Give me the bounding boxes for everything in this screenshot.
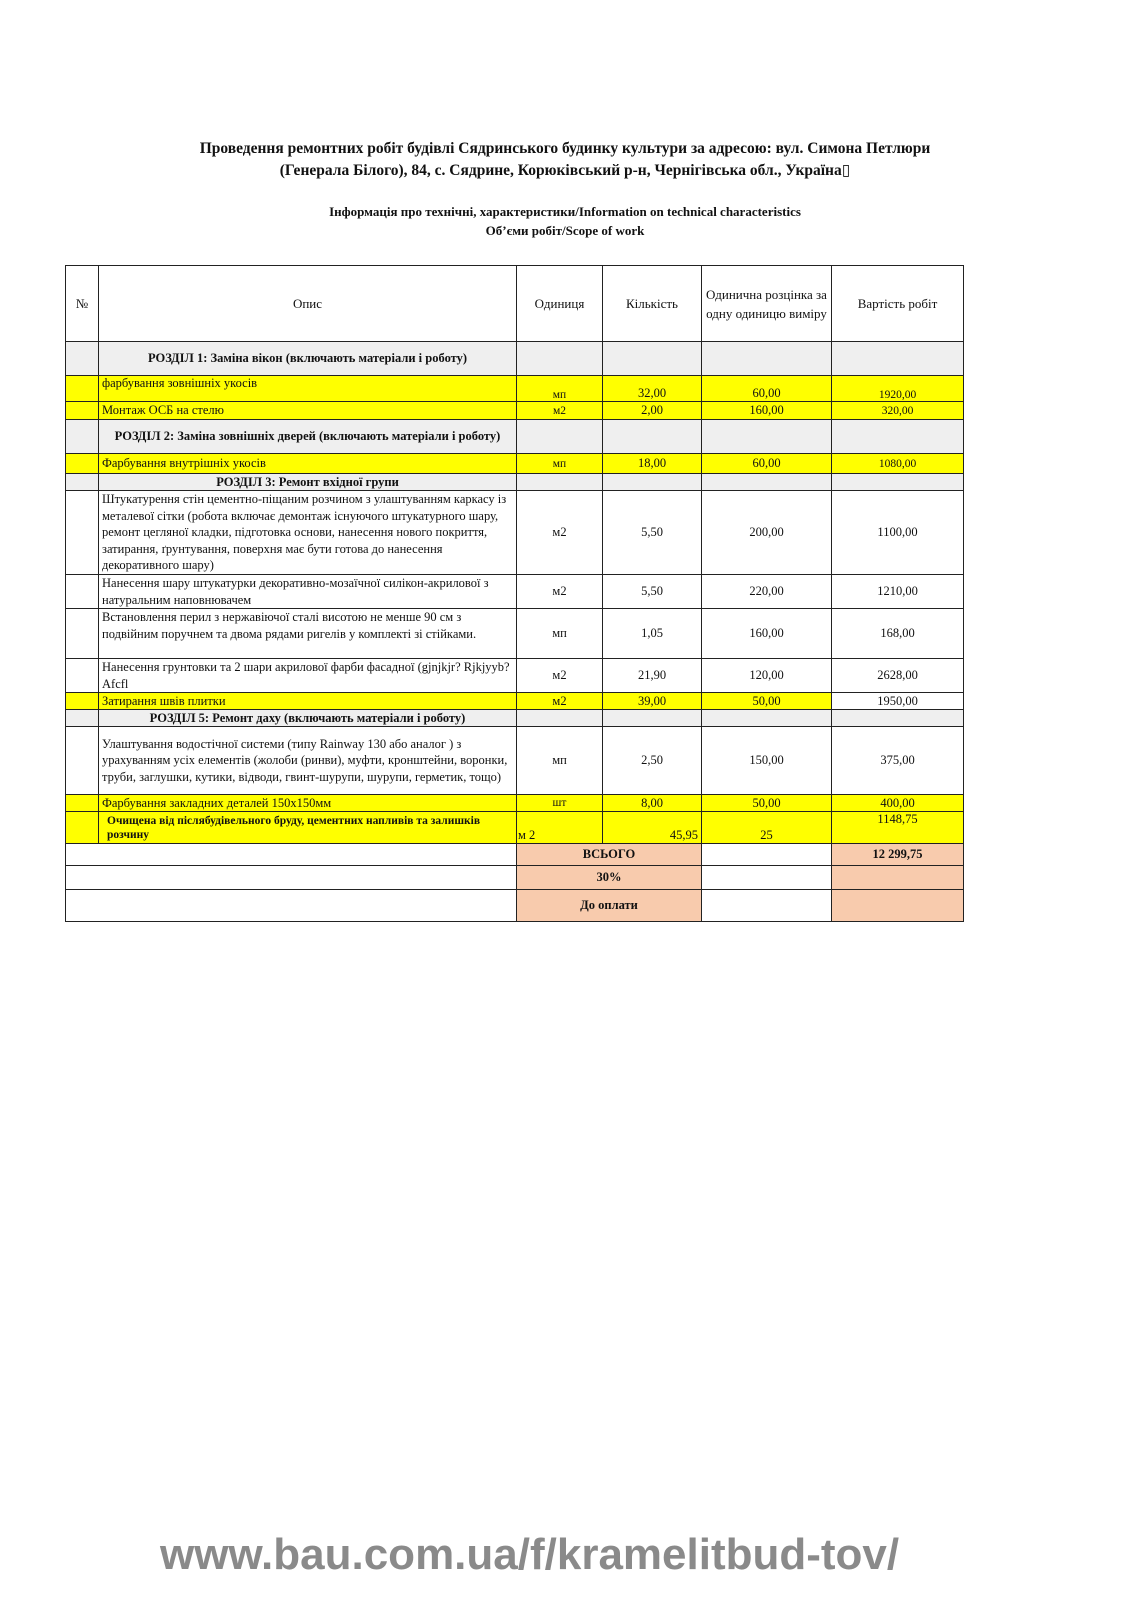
table-row (66, 795, 964, 812)
header-desc: Опис (99, 266, 517, 342)
table-row (66, 659, 964, 693)
total-value: 12 299,75 (832, 844, 964, 866)
row-price: 50,00 (702, 795, 832, 812)
section-row (66, 420, 964, 454)
row-cost: 168,00 (832, 609, 964, 659)
watermark-url: www.bau.com.ua/f/kramelitbud-tov/ (160, 1530, 900, 1579)
title-line-2-text: (Генерала Білого), 84, с. Сядрине, Корюківський р-н, Чернігівська обл., Україна (279, 162, 842, 179)
row-price: 200,00 (702, 491, 832, 575)
row-cost: 400,00 (832, 795, 964, 812)
pay-row (66, 890, 964, 922)
row-unit: шт (517, 795, 603, 812)
row-unit: м2 (517, 693, 603, 710)
header-num: № (66, 266, 99, 342)
row-cost: 1210,00 (832, 575, 964, 609)
row-price: 60,00 (702, 376, 832, 402)
subtitle-line-1: Інформація про технічні, характеристики/Information on technical characteristics (329, 204, 801, 219)
section-5-title: РОЗДІЛ 5: Ремонт даху (включають матеріали і роботу) (99, 710, 517, 727)
row-unit: м2 (517, 402, 603, 420)
row-unit: мп (517, 454, 603, 474)
row-desc: Улаштування водостічної системи (типу Rainway 130 або аналог ) з урахуванням усіх елементів (жолоби (ринви), муфти, кронштейни, воронки, труби, заглушки, кутики, відводи, гвинт-шурупи, шурупи, герметик, тощо) (99, 727, 517, 795)
table-row (66, 812, 964, 844)
row-cost: 1148,75 (832, 812, 964, 844)
row-cost: 2628,00 (832, 659, 964, 693)
row-price: 160,00 (702, 402, 832, 420)
row-desc: Затирання швів плитки (99, 693, 517, 710)
row-qty: 8,00 (603, 795, 702, 812)
row-qty: 18,00 (603, 454, 702, 474)
row-desc: Монтаж ОСБ на стелю (99, 402, 517, 420)
row-qty: 32,00 (603, 376, 702, 402)
row-desc: фарбування зовнішніх укосів (99, 376, 517, 402)
header-price: Одинична розцінка за одну одиницю виміру (702, 266, 832, 342)
row-desc: Нанесення грунтовки та 2 шари акрилової фарби фасадної (gjnjkjr? Rjkjyyb? Afcfl (99, 659, 517, 693)
total-label: ВСЬОГО (517, 844, 702, 866)
section-row (66, 342, 964, 376)
section-2-title: РОЗДІЛ 2: Заміна зовнішніх дверей (включають матеріали і роботу) (99, 420, 517, 454)
row-price: 25 (702, 812, 832, 844)
row-qty: 21,90 (603, 659, 702, 693)
row-desc: Фарбування закладних деталей 150х150мм (99, 795, 517, 812)
row-cost: 1950,00 (832, 693, 964, 710)
row-desc: Фарбування внутрішніх укосів (99, 454, 517, 474)
section-3-title: РОЗДІЛ 3: Ремонт вхідної групи (99, 474, 517, 491)
header-qty: Кількість (603, 266, 702, 342)
row-unit: м2 (517, 659, 603, 693)
row-price: 50,00 (702, 693, 832, 710)
section-1-title: РОЗДІЛ 1: Заміна вікон (включають матеріали і роботу) (99, 342, 517, 376)
row-cost: 320,00 (832, 402, 964, 420)
total-row (66, 844, 964, 866)
table-row (66, 376, 964, 402)
row-price: 220,00 (702, 575, 832, 609)
row-qty: 2,50 (603, 727, 702, 795)
missing-glyph-icon: ▯ (841, 162, 851, 179)
table-header-row (66, 266, 964, 342)
table-row (66, 491, 964, 575)
percent-value (832, 866, 964, 890)
row-cost: 1080,00 (832, 454, 964, 474)
row-qty: 5,50 (603, 575, 702, 609)
row-unit: м 2 (517, 812, 603, 844)
section-row (66, 710, 964, 727)
percent-row (66, 866, 964, 890)
row-price: 120,00 (702, 659, 832, 693)
row-price: 60,00 (702, 454, 832, 474)
table-row (66, 609, 964, 659)
title-line-2 (60, 160, 1070, 182)
row-price: 160,00 (702, 609, 832, 659)
row-unit: м2 (517, 491, 603, 575)
row-desc: Встановлення перил з нержавіючої сталі висотою не менше 90 см з подвійним поручнем та двома рядами ригелів у комплекті зі стійками. (99, 609, 517, 659)
row-qty: 2,00 (603, 402, 702, 420)
table-row (66, 454, 964, 474)
row-qty: 5,50 (603, 491, 702, 575)
row-unit: м2 (517, 575, 603, 609)
document-title (60, 138, 1070, 182)
table-row (66, 693, 964, 710)
row-price: 150,00 (702, 727, 832, 795)
document-subtitle (60, 202, 1070, 240)
section-row (66, 474, 964, 491)
row-cost: 1100,00 (832, 491, 964, 575)
table-row (66, 727, 964, 795)
row-qty: 1,05 (603, 609, 702, 659)
row-unit: мп (517, 609, 603, 659)
row-cost: 1920,00 (832, 376, 964, 402)
pay-value (832, 890, 964, 922)
table-row (66, 402, 964, 420)
row-desc: Нанесення шару штукатурки декоративно-мозаїчної силікон-акрилової з натуральним наповнювачем (99, 575, 517, 609)
row-desc: Очищена від післябудівельного бруду, цементних напливів та залишків розчину (99, 812, 517, 844)
table-row (66, 575, 964, 609)
row-cost: 375,00 (832, 727, 964, 795)
header-unit: Одиниця (517, 266, 603, 342)
row-unit: мп (517, 727, 603, 795)
subtitle-line-2: Об’єми робіт/Scope of work (485, 223, 645, 238)
pay-label: До оплати (517, 890, 702, 922)
percent-label: 30% (517, 866, 702, 890)
title-line-1: Проведення ремонтних робіт будівлі Сядринського будинку культури за адресою: вул. Симона Петлюри (199, 140, 931, 157)
row-qty: 45,95 (603, 812, 702, 844)
row-unit: мп (517, 376, 603, 402)
row-desc: Штукатурення стін цементно-піщаним розчином з улаштуванням каркасу із металевої сітки (робота включає демонтаж існуючого штукатурного шару, ремонт цегляної кладки, підготовка основи, нанесення нового покриття, затирання, ґрунтування, поверхня має бути готова до нанесення декоративного шару) (99, 491, 517, 575)
estimate-table (65, 265, 964, 922)
row-qty: 39,00 (603, 693, 702, 710)
header-cost: Вартість робіт (832, 266, 964, 342)
